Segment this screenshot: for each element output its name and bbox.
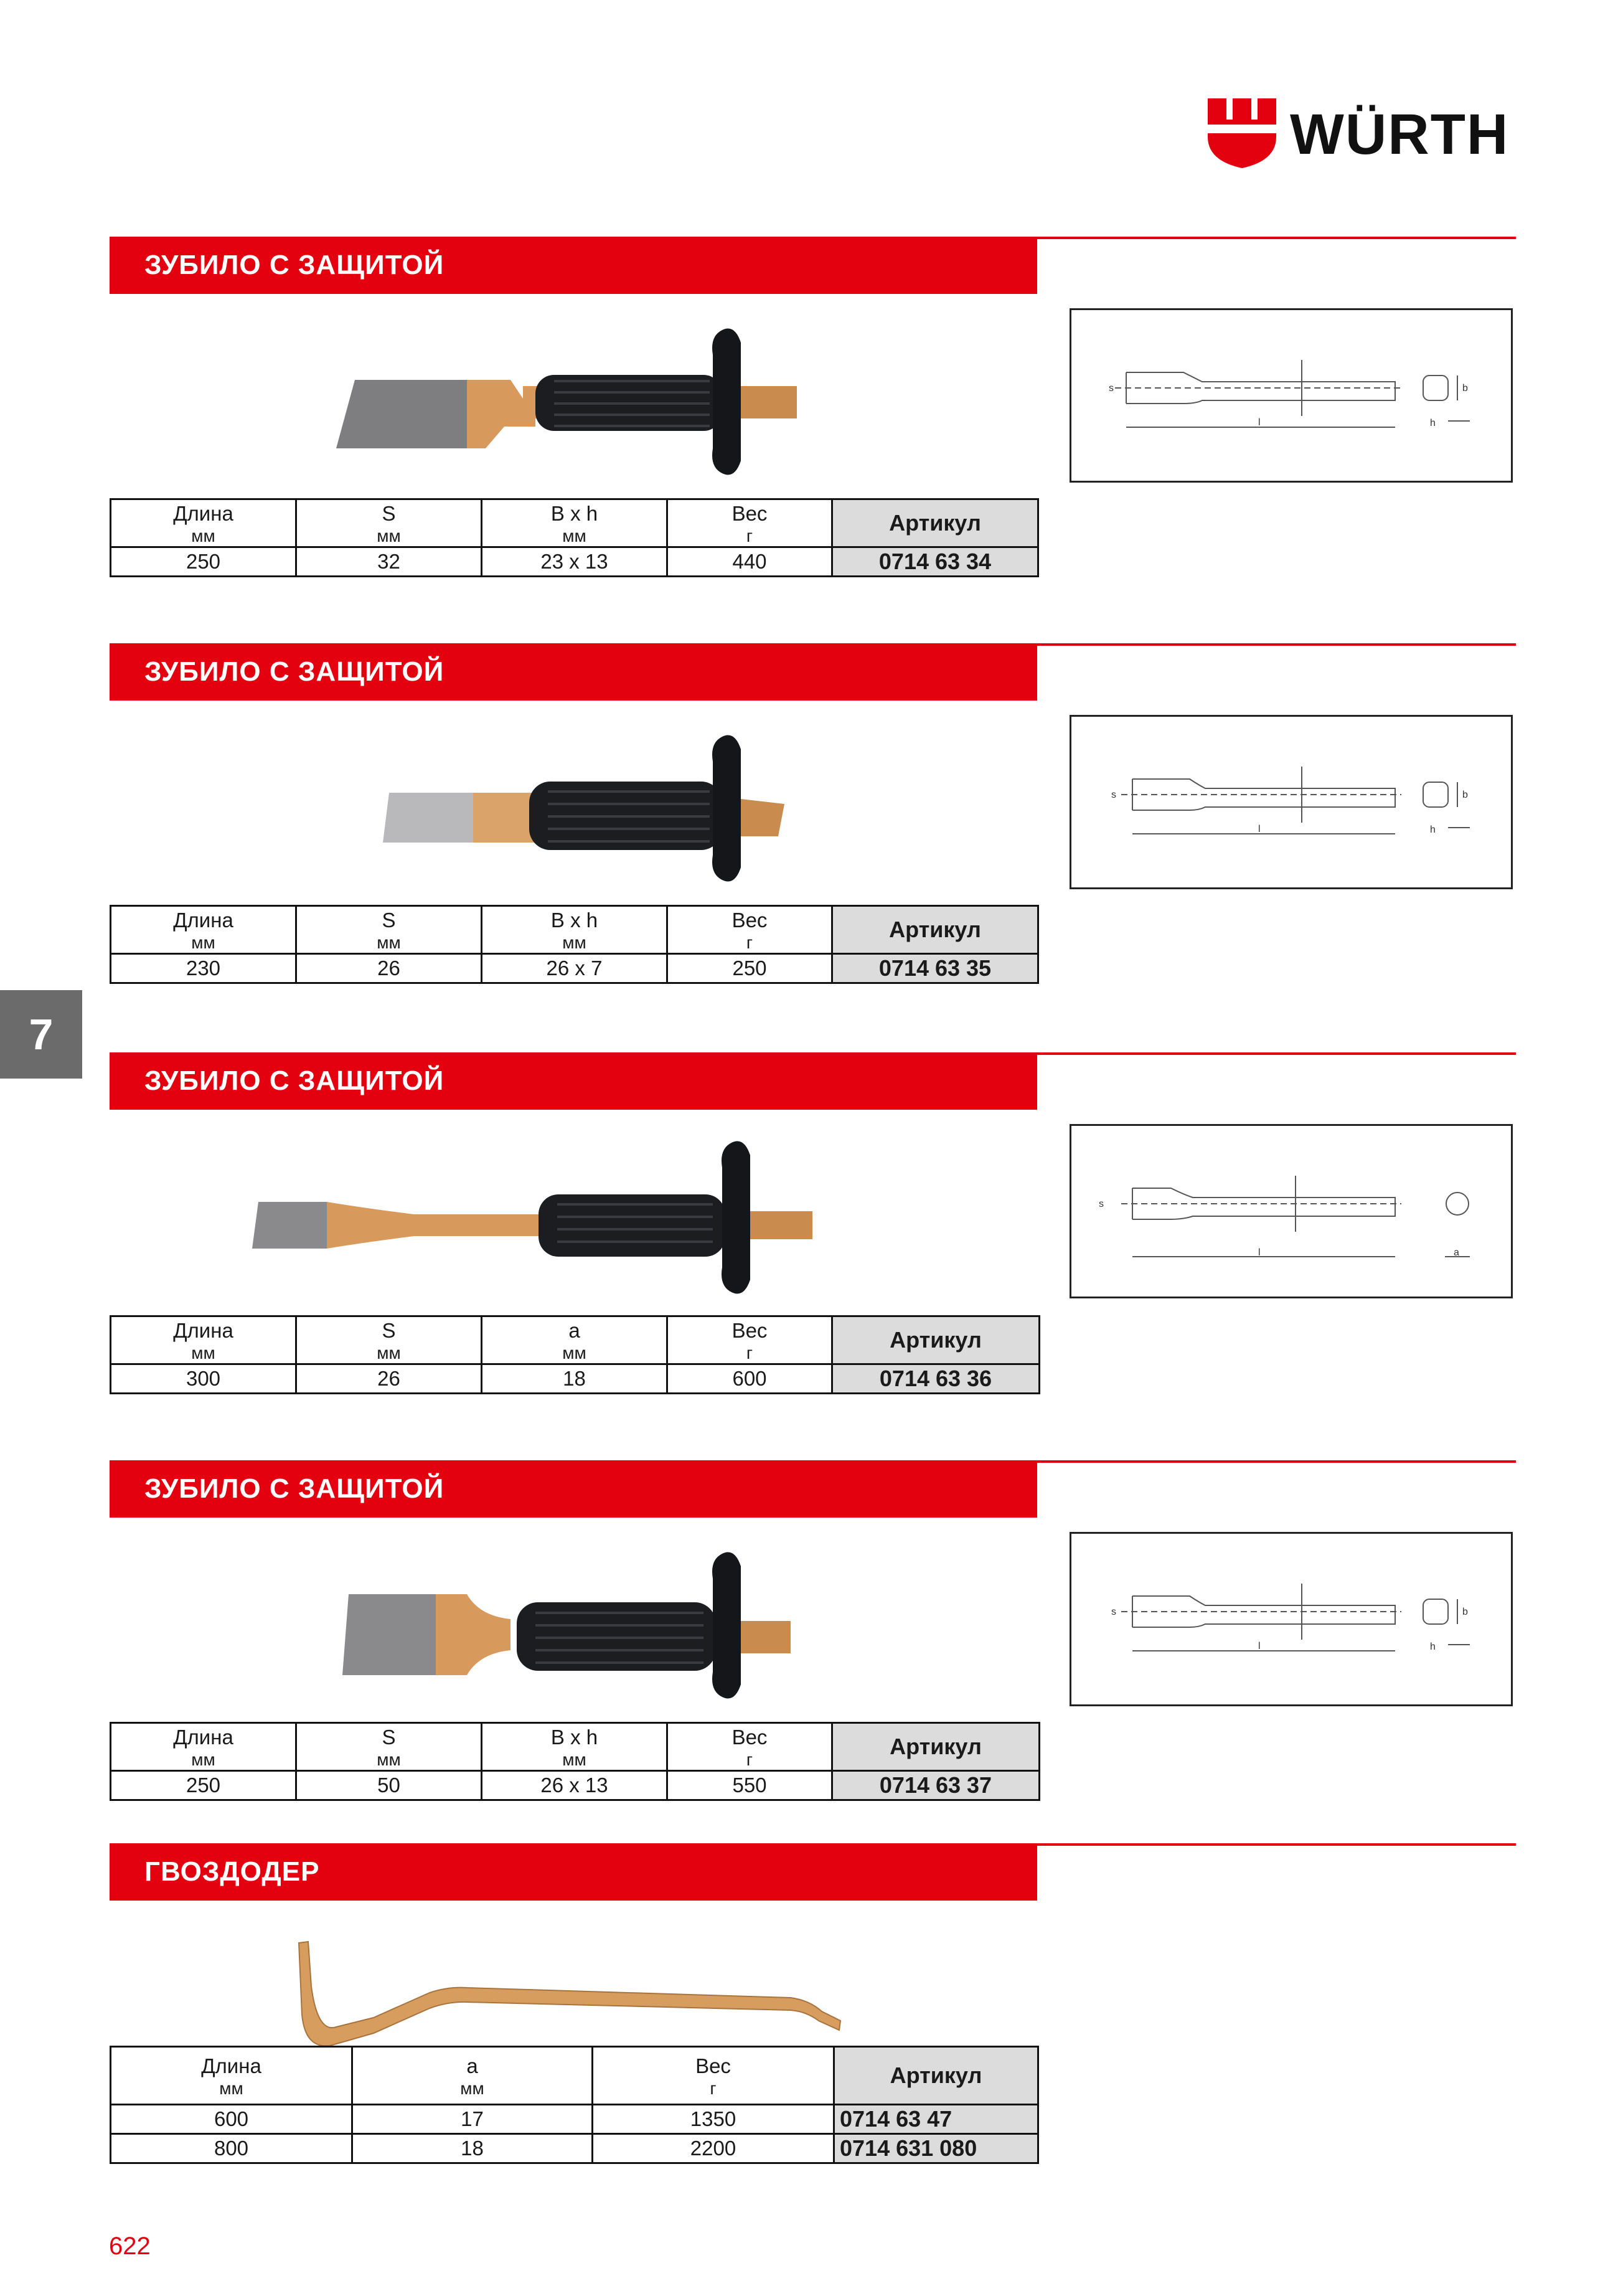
article-header: Артикул	[832, 906, 1038, 954]
col-header: Вес г	[667, 499, 832, 547]
col-header: Вес г	[667, 1316, 832, 1364]
page-number: 622	[109, 2232, 151, 2260]
section-header-bar	[110, 643, 1037, 701]
cell: 23 x 13	[482, 547, 667, 577]
cell: 300	[111, 1364, 296, 1394]
dim-label-a: a	[1454, 1247, 1459, 1258]
col-header: B x h мм	[482, 906, 667, 954]
dim-label-l: l	[1258, 1247, 1261, 1258]
article-header: Артикул	[832, 1723, 1040, 1771]
dim-label-s: s	[1109, 383, 1114, 394]
section-rule	[1037, 1460, 1516, 1463]
cell: 32	[296, 547, 482, 577]
col-header: Вес г	[667, 906, 832, 954]
technical-drawing	[1070, 715, 1513, 889]
dim-label-s: s	[1099, 1199, 1104, 1209]
wurth-logo-icon	[1208, 98, 1276, 168]
col-header: S мм	[296, 1723, 482, 1771]
chisel-photo	[261, 1529, 872, 1709]
section-rule	[1037, 643, 1516, 646]
spec-table	[110, 1722, 1040, 1801]
col-header: B x h мм	[482, 499, 667, 547]
cell: 230	[111, 954, 296, 983]
cell: 250	[111, 547, 296, 577]
spec-table	[110, 905, 1039, 984]
cell: 440	[667, 547, 832, 577]
chapter-tab[interactable]: 7	[0, 990, 82, 1079]
dim-label-s: s	[1111, 1607, 1116, 1617]
technical-drawing	[1070, 1124, 1513, 1298]
section-header-bar	[110, 1052, 1037, 1110]
cell: 18	[352, 2134, 593, 2163]
chisel-photo	[261, 305, 872, 486]
section-rule	[1037, 237, 1516, 239]
dim-label-l: l	[1258, 824, 1261, 834]
section-rule	[1037, 1052, 1516, 1055]
cell: 26 x 13	[482, 1771, 667, 1800]
article-number[interactable]: 0714 63 36	[832, 1364, 1040, 1394]
cell: 250	[111, 1771, 296, 1800]
section-header-bar	[110, 237, 1037, 294]
brand-name: WÜRTH	[1290, 103, 1510, 166]
dim-label-h: h	[1430, 1642, 1436, 1652]
article-header: Артикул	[832, 1316, 1040, 1364]
cell: 1350	[593, 2105, 834, 2134]
col-header: Длина мм	[111, 1723, 296, 1771]
col-header: a мм	[352, 2047, 593, 2105]
dim-label-l: l	[1258, 1641, 1261, 1651]
table-row	[111, 2134, 1038, 2163]
col-header: Вес г	[593, 2047, 834, 2105]
section-header-bar	[110, 1460, 1037, 1518]
col-header: S мм	[296, 906, 482, 954]
article-number[interactable]: 0714 631 080	[834, 2134, 1038, 2163]
cell: 26 x 7	[482, 954, 667, 983]
table-row	[111, 2105, 1038, 2134]
section-title: ЗУБИЛО С ЗАЩИТОЙ	[144, 1065, 444, 1096]
col-header: S мм	[296, 1316, 482, 1364]
chisel-photo	[261, 712, 872, 892]
technical-drawing	[1070, 308, 1513, 483]
col-header: a мм	[482, 1316, 667, 1364]
article-number[interactable]: 0714 63 37	[832, 1771, 1040, 1800]
cell: 18	[482, 1364, 667, 1394]
cell: 50	[296, 1771, 482, 1800]
section-title: ГВОЗДОДЕР	[144, 1856, 320, 1887]
technical-drawing	[1070, 1532, 1513, 1706]
dim-label-h: h	[1430, 824, 1436, 835]
cell: 17	[352, 2105, 593, 2134]
article-number[interactable]: 0714 63 47	[834, 2105, 1038, 2134]
section-title: ЗУБИЛО С ЗАЩИТОЙ	[144, 1473, 444, 1504]
article-number[interactable]: 0714 63 35	[832, 954, 1038, 983]
table-row	[111, 1771, 1040, 1800]
article-number[interactable]: 0714 63 34	[832, 547, 1038, 577]
col-header: Длина мм	[111, 1316, 296, 1364]
table-row	[111, 1364, 1040, 1394]
spec-table	[110, 498, 1039, 577]
cell: 550	[667, 1771, 832, 1800]
col-header: Длина мм	[111, 2047, 352, 2105]
cell: 26	[296, 954, 482, 983]
section-title: ЗУБИЛО С ЗАЩИТОЙ	[144, 250, 444, 280]
cell: 600	[111, 2105, 352, 2134]
col-header: Длина мм	[111, 499, 296, 547]
dim-label-s: s	[1111, 790, 1116, 800]
chisel-photo	[218, 1121, 872, 1302]
col-header: S мм	[296, 499, 482, 547]
table-row	[111, 954, 1038, 983]
table-row	[111, 547, 1038, 577]
spec-table	[110, 2046, 1039, 2164]
dim-label-b: b	[1462, 790, 1468, 800]
dim-label-b: b	[1462, 1607, 1468, 1617]
dim-label-b: b	[1462, 383, 1468, 394]
article-header: Артикул	[832, 499, 1038, 547]
cell: 2200	[593, 2134, 834, 2163]
section-header-bar	[110, 1843, 1037, 1901]
cell: 26	[296, 1364, 482, 1394]
cell: 600	[667, 1364, 832, 1394]
col-header: B x h мм	[482, 1723, 667, 1771]
cell: 250	[667, 954, 832, 983]
section-title: ЗУБИЛО С ЗАЩИТОЙ	[144, 656, 444, 687]
spec-table	[110, 1315, 1040, 1394]
cell: 800	[111, 2134, 352, 2163]
section-rule	[1037, 1843, 1516, 1846]
col-header: Длина мм	[111, 906, 296, 954]
article-header: Артикул	[834, 2047, 1038, 2105]
wurth-logo	[1208, 98, 1525, 168]
col-header: Вес г	[667, 1723, 832, 1771]
dim-label-h: h	[1430, 418, 1436, 428]
dim-label-l: l	[1258, 417, 1261, 428]
